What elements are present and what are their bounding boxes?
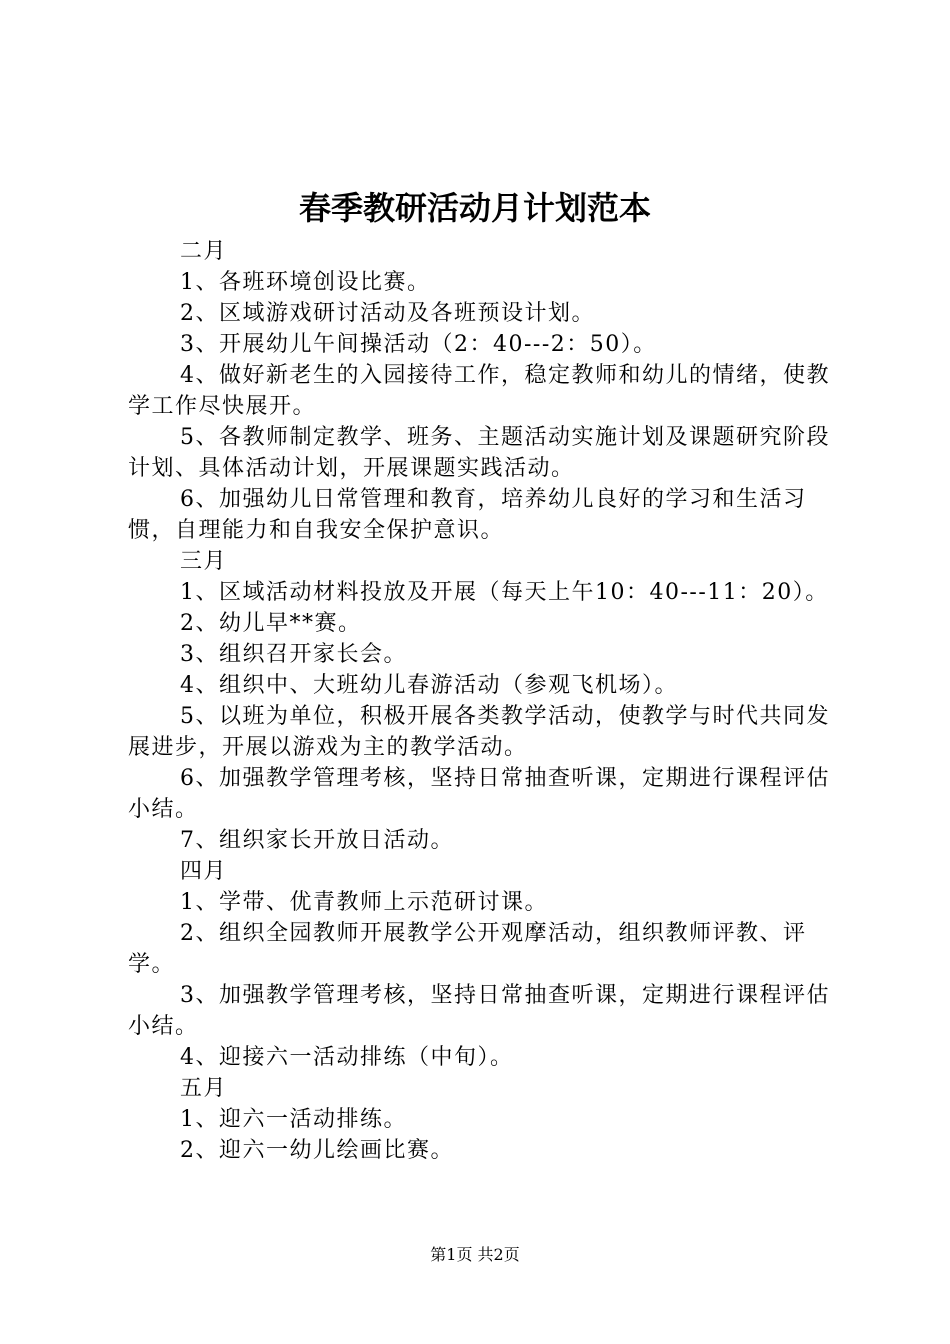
month-heading: 三月 — [180, 549, 228, 574]
plan-item: 6、加强幼儿日常管理和教育，培养幼儿良好的学习和生活习惯，自理能力和自我安全保护意识。 — [128, 487, 807, 543]
plan-item: 2、组织全园教师开展教学公开观摩活动，组织教师评教、评学。 — [128, 921, 807, 977]
plan-item: 2、幼儿早**赛。 — [180, 611, 362, 636]
plan-item: 1、各班环境创设比赛。 — [180, 270, 431, 295]
month-heading: 四月 — [180, 859, 228, 884]
plan-item: 3、加强教学管理考核，坚持日常抽查听课，定期进行课程评估小结。 — [128, 983, 830, 1039]
plan-item: 2、区域游戏研讨活动及各班预设计划。 — [180, 301, 595, 326]
document-title: 春季教研活动月计划范本 — [298, 189, 651, 227]
plan-item: 7、组织家长开放日活动。 — [180, 828, 454, 853]
plan-item: 3、组织召开家长会。 — [180, 642, 407, 667]
plan-item: 1、迎六一活动排练。 — [180, 1107, 407, 1132]
plan-item: 4、迎接六一活动排练（中旬）。 — [180, 1045, 514, 1070]
plan-item: 2、迎六一幼儿绘画比赛。 — [180, 1138, 454, 1163]
plan-item: 1、学带、优青教师上示范研讨课。 — [180, 890, 548, 915]
plan-item: 5、以班为单位，积极开展各类教学活动，使教学与时代共同发展进步，开展以游戏为主的教学活动。 — [128, 704, 830, 760]
month-heading: 二月 — [180, 239, 228, 264]
plan-item: 1、区域活动材料投放及开展（每天上午10：40---11：20）。 — [180, 580, 829, 605]
plan-item: 4、做好新老生的入园接待工作，稳定教师和幼儿的情绪，使教学工作尽快展开。 — [128, 363, 830, 419]
document-body — [128, 236, 834, 1166]
plan-item: 3、开展幼儿午间操活动（2：40---2：50）。 — [180, 332, 657, 357]
plan-item: 4、组织中、大班幼儿春游活动（参观飞机场）。 — [180, 673, 678, 698]
plan-item: 5、各教师制定教学、班务、主题活动实施计划及课题研究阶段计划、具体活动计划，开展课题实践活动。 — [128, 425, 830, 481]
month-heading: 五月 — [180, 1076, 228, 1101]
plan-item: 6、加强教学管理考核，坚持日常抽查听课，定期进行课程评估小结。 — [128, 766, 830, 822]
page-footer: 第1页 共2页 — [430, 1245, 520, 1264]
